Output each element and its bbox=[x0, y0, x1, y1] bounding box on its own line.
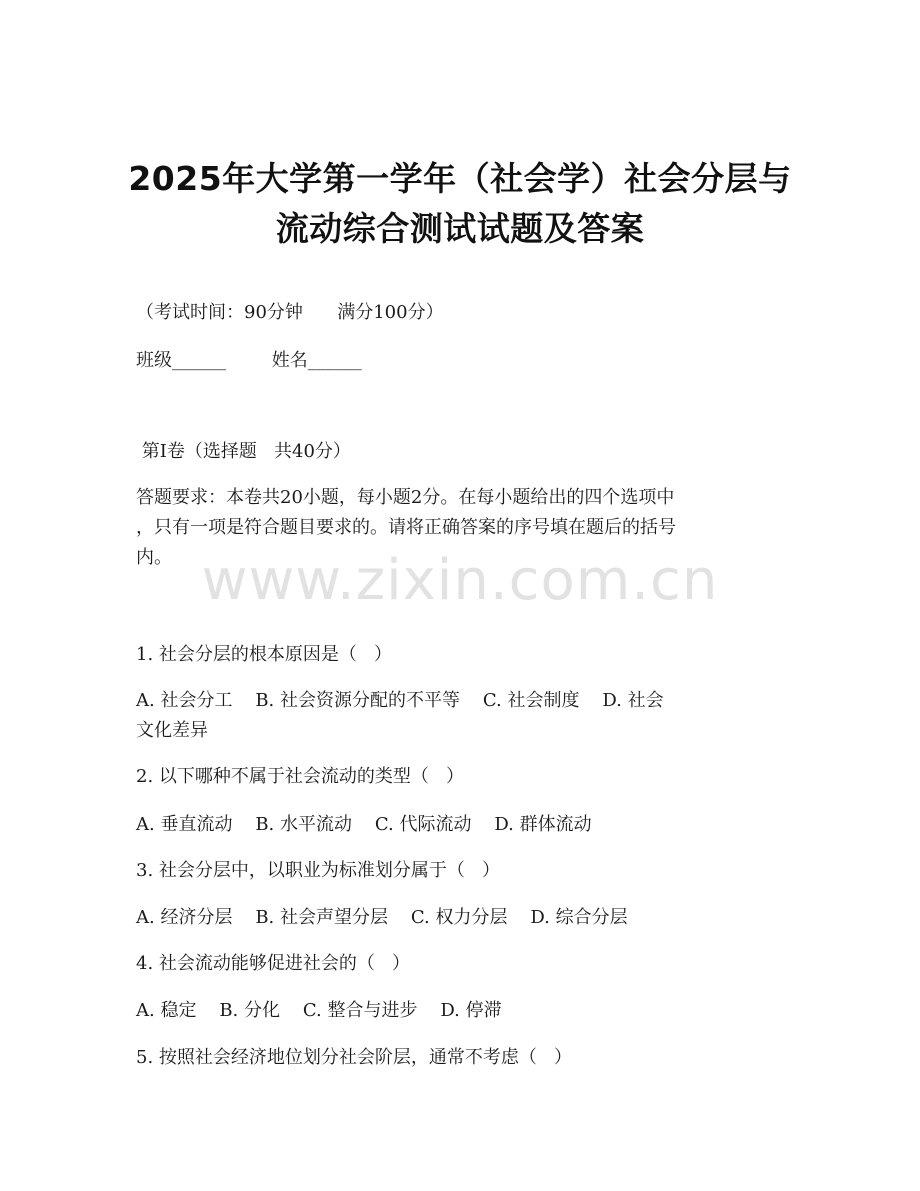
class-name-line: 班级______ 姓名______ bbox=[136, 350, 362, 371]
question-options-1 bbox=[136, 692, 786, 740]
question-options-line: A. 社会分工 B. 社会资源分配的不平等 C. 社会制度 D. 社会 bbox=[136, 690, 664, 711]
question-stem-5: 5. 按照社会经济地位划分社会阶层，通常不考虑（ ） bbox=[136, 1047, 573, 1068]
section-header: 第I卷（选择题 共40分） bbox=[136, 441, 351, 462]
question-stem-2: 2. 以下哪种不属于社会流动的类型（ ） bbox=[136, 766, 465, 787]
document-title-line-1: 2025年大学第一学年（社会学）社会分层与 bbox=[128, 159, 792, 198]
document-title-line-2: 流动综合测试试题及答案 bbox=[275, 209, 645, 248]
question-options-line: 文化差异 bbox=[136, 720, 208, 741]
question-stem-4: 4. 社会流动能够促进社会的（ ） bbox=[136, 953, 411, 974]
question-stem-3: 3. 社会分层中，以职业为标准划分属于（ ） bbox=[136, 860, 501, 881]
instructions-line-1: 答题要求：本卷共20小题，每小题2分。在每小题给出的四个选项中 bbox=[136, 487, 675, 508]
instructions bbox=[136, 489, 786, 567]
exam-info: （考试时间：90分钟 满分100分） bbox=[136, 302, 444, 323]
question-options-3: A. 经济分层 B. 社会声望分层 C. 权力分层 D. 综合分层 bbox=[136, 907, 628, 928]
question-stem-1: 1. 社会分层的根本原因是（ ） bbox=[136, 644, 393, 665]
question-options-2: A. 垂直流动 B. 水平流动 C. 代际流动 D. 群体流动 bbox=[136, 814, 592, 835]
watermark: www.zixin.com.cn bbox=[201, 548, 719, 613]
instructions-line-3: 内。 bbox=[136, 547, 172, 568]
question-options-4: A. 稳定 B. 分化 C. 整合与进步 D. 停滞 bbox=[136, 1000, 502, 1021]
instructions-line-2: ，只有一项是符合题目要求的。请将正确答案的序号填在题后的括号 bbox=[136, 517, 676, 538]
